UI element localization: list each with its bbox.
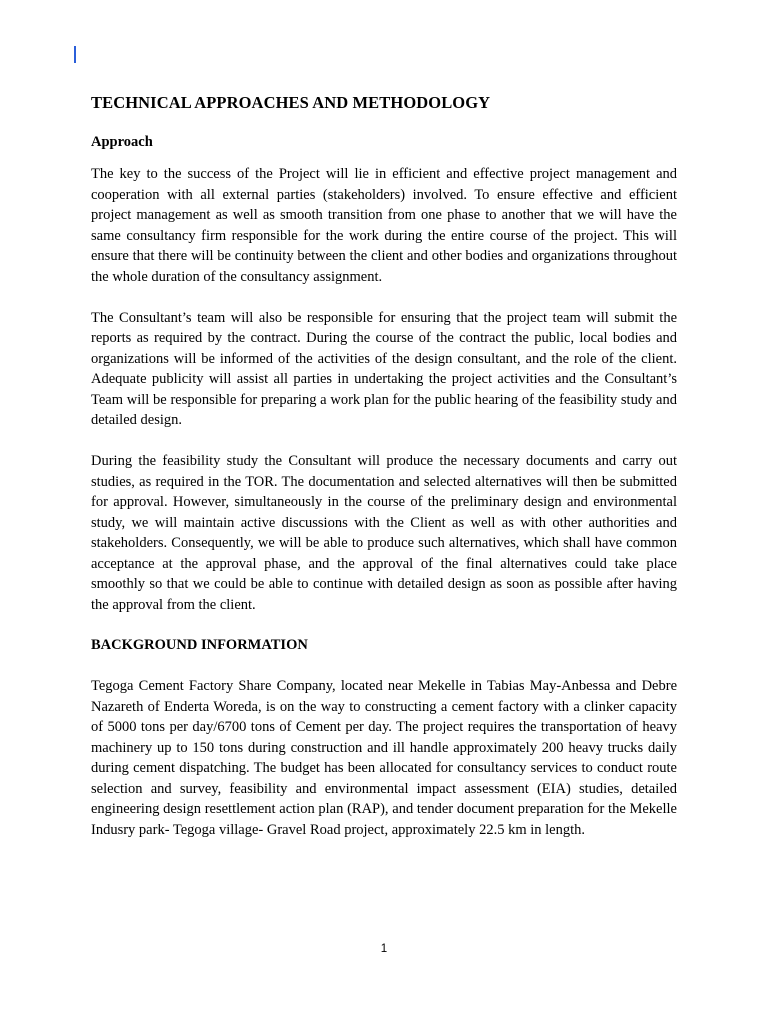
paragraph-2: The Consultant’s team will also be responsible for ensuring that the project team will submit the reports as required by the contract. During the course of the contract the public, local bodies and organizations will be informed of the activities of the design consultant, and the role of the client. Adequate publicity will assist all parties in undertaking the project activities and the Consultant’s Team will be responsible for preparing a work plan for the public hearing of the feasibility study and detailed design. [91, 309, 677, 428]
paragraph-3: During the feasibility study the Consultant will produce the necessary documents and carry out studies, as required in the TOR. The documentation and selected alternatives will then be submitted for approval. However, simultaneously in the course of the preliminary design and environmental study, we will maintain active discussions with the Client as well as with other authorities and stakeholders. Consequently, we will be able to produce such alternatives, which shall have common acceptance at the approval phase, and the approval of the final alternatives could take place smoothly so that we could be able to continue with detailed design as soon as possible after having the approval from the client. [91, 453, 677, 613]
text-cursor [74, 46, 76, 63]
document-body[interactable] [91, 92, 677, 840]
approach-heading: Approach [91, 134, 153, 150]
document-title: TECHNICAL APPROACHES AND METHODOLOGY [91, 93, 491, 112]
background-heading: BACKGROUND INFORMATION [91, 637, 308, 653]
background-paragraph: Tegoga Cement Factory Share Company, located near Mekelle in Tabias May-Anbessa and Debre Nazareth of Enderta Woreda, is on the way to constructing a cement factory with a clinker capacity of 5000 tons per day/6700 tons of Cement per day. The project requires the transportation of heavy machinery up to 150 tons during construction and ill handle approximately 200 heavy trucks daily during cement dispatching. The budget has been allocated for consultancy services to conduct route selection and survey, feasibility and environmental impact assessment (EIA) studies, detailed engineering design resettlement action plan (RAP), and tender document preparation for the Mekelle Indusry park- Tegoga village- Gravel Road project, approximately 22.5 km in length. [91, 678, 677, 838]
paragraph-1: The key to the success of the Project will lie in efficient and effective project management and cooperation with all external parties (stakeholders) involved. To ensure effective and efficient project management as well as smooth transition from one phase to another that we will have the same consultancy firm responsible for the work during the entire course of the project. This will ensure that there will be continuity between the client and other bodies and organizations throughout the whole duration of the consultancy assignment. [91, 166, 677, 285]
page-number: 1 [380, 943, 388, 955]
